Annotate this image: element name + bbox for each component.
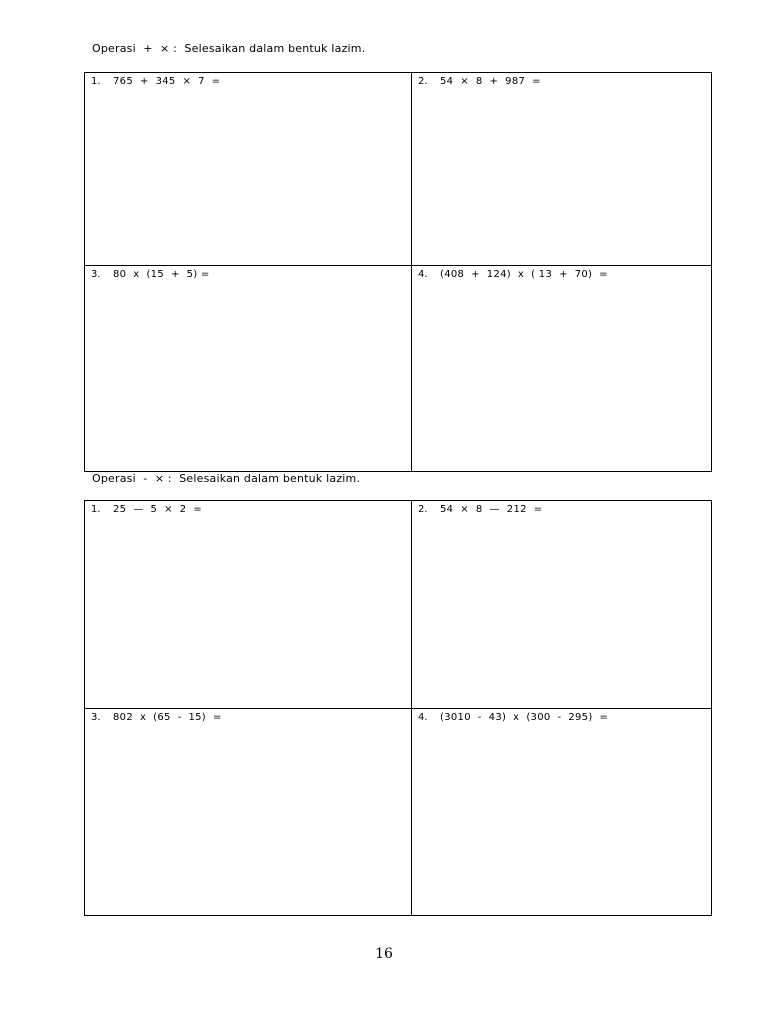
section-1-title: Operasi + × : Selesaikan dalam bentuk lazim.	[92, 42, 366, 55]
question	[91, 76, 411, 87]
question-number: 3.	[91, 712, 101, 723]
answer-box[interactable]	[85, 709, 412, 915]
page-number: 16	[375, 946, 393, 962]
question-number: 1.	[91, 504, 101, 515]
question-number: 2.	[418, 504, 428, 515]
question-expression: 765 + 345 × 7 =	[113, 76, 221, 87]
question	[91, 712, 411, 723]
question	[418, 269, 711, 280]
question	[91, 504, 411, 515]
section-2-title: Operasi - × : Selesaikan dalam bentuk lazim.	[92, 472, 361, 485]
question-expression: 802 x (65 - 15) =	[113, 712, 222, 723]
question-expression: 80 x (15 + 5) =	[113, 269, 210, 280]
answer-box[interactable]	[412, 266, 711, 471]
answer-box[interactable]	[85, 266, 412, 471]
question-number: 4.	[418, 269, 428, 280]
answer-grid-1	[84, 72, 712, 472]
question-number: 2.	[418, 76, 428, 87]
question-number: 1.	[91, 76, 101, 87]
answer-box[interactable]	[412, 501, 711, 709]
question-expression: 54 × 8 + 987 =	[440, 76, 541, 87]
question	[418, 76, 711, 87]
question	[91, 269, 411, 280]
question-expression: 54 × 8 — 212 =	[440, 504, 543, 515]
answer-box[interactable]	[85, 73, 412, 266]
question	[418, 504, 711, 515]
question-expression: (408 + 124) x ( 13 + 70) =	[440, 269, 608, 280]
question-number: 4.	[418, 712, 428, 723]
answer-grid-2	[84, 500, 712, 916]
question-expression: 25 — 5 × 2 =	[113, 504, 203, 515]
answer-box[interactable]	[412, 73, 711, 266]
question-number: 3.	[91, 269, 101, 280]
question-expression: (3010 - 43) x (300 - 295) =	[440, 712, 609, 723]
answer-box[interactable]	[85, 501, 412, 709]
question	[418, 712, 711, 723]
answer-box[interactable]	[412, 709, 711, 915]
